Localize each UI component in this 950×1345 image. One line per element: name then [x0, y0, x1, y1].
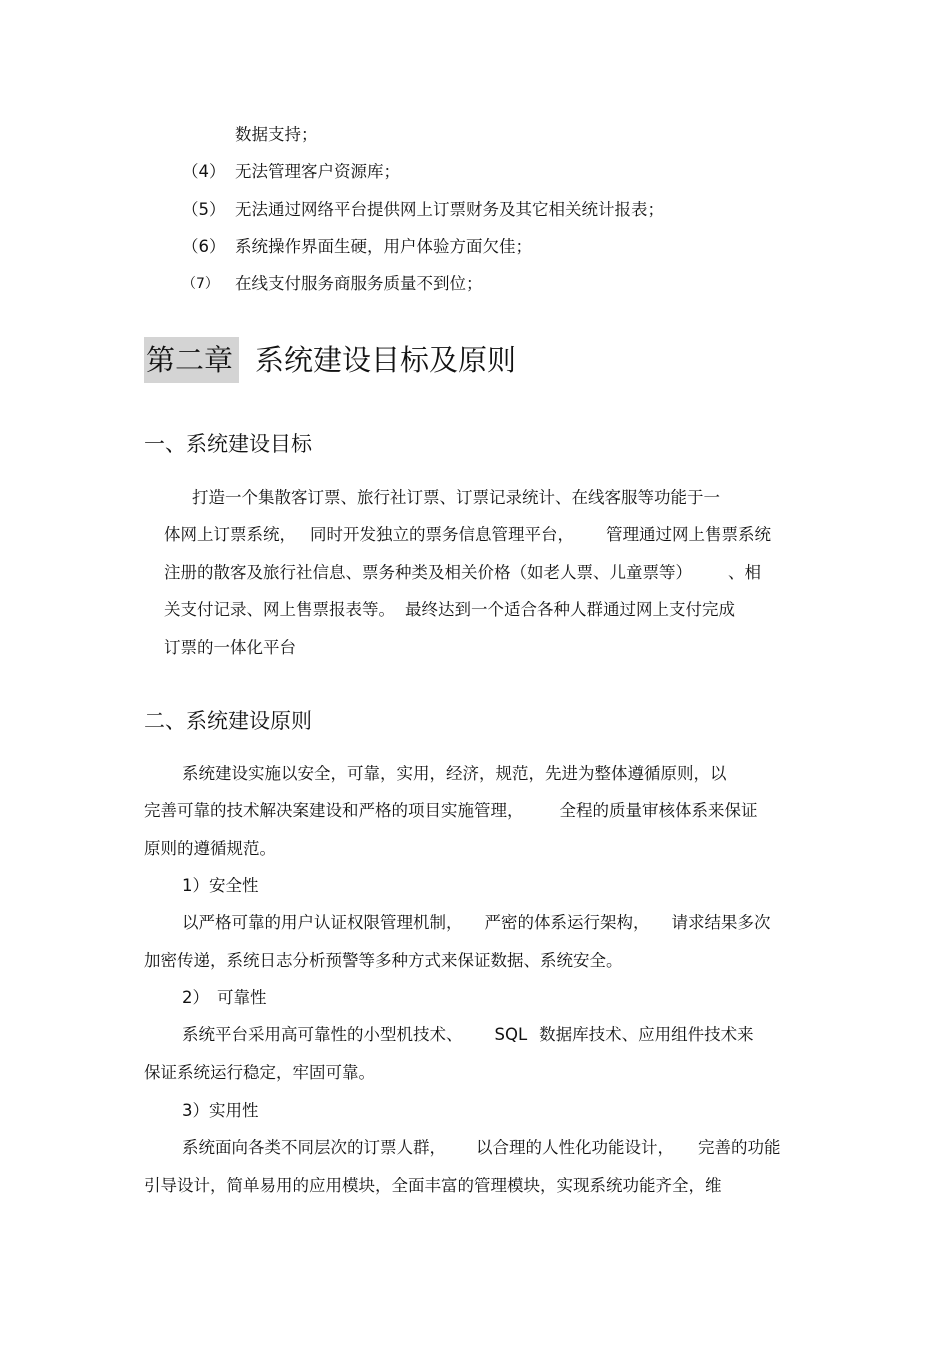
paragraph-line — [164, 524, 771, 546]
text-segment: 管理通过网上售票系统 — [606, 525, 771, 544]
item-label: 1）安全性 — [182, 876, 259, 895]
paragraph-line: 加密传递，系统日志分析预警等多种方式来保证数据、系统安全。 — [144, 951, 623, 970]
chapter-title: 系统建设目标及原则 — [255, 343, 517, 377]
list-continuation: 数据支持； — [235, 125, 318, 144]
item-label-number: 2） — [182, 988, 209, 1007]
list-item-text: 系统操作界面生硬，用户体验方面欠佳； — [235, 237, 532, 256]
paragraph-line: 打造一个集散客订票、旅行社订票、订票记录统计、在线客服等功能于一 — [192, 488, 720, 507]
text-segment: 完善的功能 — [698, 1138, 781, 1157]
item-label: 3）实用性 — [182, 1101, 259, 1120]
list-item-number: （7） — [182, 276, 219, 292]
paragraph-line: 引导设计，简单易用的应用模块，全面丰富的管理模块，实现系统功能齐全，维 — [144, 1176, 722, 1195]
section-heading: 二、系统建设原则 — [144, 709, 312, 733]
text-segment: SQL — [494, 1025, 528, 1044]
text-segment: 关支付记录、网上售票报表等。 — [164, 600, 395, 619]
paragraph-line — [144, 800, 758, 822]
text-segment: 、相 — [728, 563, 761, 582]
paragraph-line — [182, 1137, 781, 1159]
item-label-text: 可靠性 — [217, 988, 267, 1007]
chapter-number: 第二章 — [144, 337, 239, 383]
text-segment: 同时开发独立的票务信息管理平台， — [310, 525, 574, 544]
paragraph-line — [164, 562, 761, 584]
text-segment: 以合理的人性化功能设计， — [476, 1138, 674, 1157]
paragraph-line — [182, 912, 771, 934]
text-segment: 全程的质量审核体系来保证 — [559, 801, 758, 820]
text-segment: 系统面向各类不同层次的订票人群， — [182, 1138, 446, 1157]
text-segment: 系统平台采用高可靠性的小型机技术、 — [182, 1025, 463, 1044]
paragraph-line — [164, 599, 735, 621]
list-item-number: （4） — [182, 162, 226, 181]
paragraph-line: 系统建设实施以安全，可靠，实用，经济，规范，先进为整体遵循原则，以 — [182, 764, 727, 783]
list-item-text: 无法管理客户资源库； — [235, 162, 400, 181]
text-segment: 请求结果多次 — [671, 913, 771, 932]
paragraph-line: 原则的遵循规范。 — [144, 839, 276, 858]
section-heading: 一、系统建设目标 — [144, 432, 312, 456]
text-segment: 完善可靠的技术解决案建设和严格的项目实施管理， — [144, 801, 524, 820]
text-segment: 最终达到一个适合各种人群通过网上支付完成 — [405, 600, 735, 619]
paragraph-line: 订票的一体化平台 — [164, 638, 296, 657]
text-segment: 严密的体系运行架构， — [484, 913, 650, 932]
text-segment: 以严格可靠的用户认证权限管理机制， — [182, 913, 463, 932]
list-item-number: （5） — [182, 200, 226, 219]
text-segment: 数据库技术、应用组件技术来 — [539, 1025, 754, 1044]
chapter-heading — [144, 337, 516, 383]
paragraph-line — [182, 1024, 754, 1046]
list-item-text: 无法通过网络平台提供网上订票财务及其它相关统计报表； — [235, 200, 664, 219]
text-segment: 体网上订票系统， — [164, 525, 296, 544]
paragraph-line: 保证系统运行稳定，牢固可靠。 — [144, 1063, 375, 1082]
list-item-number: （6） — [182, 237, 226, 256]
list-item-text: 在线支付服务商服务质量不到位； — [235, 274, 483, 293]
item-label — [182, 987, 267, 1009]
text-segment: 注册的散客及旅行社信息、票务种类及相关价格（如老人票、儿童票等） — [164, 563, 692, 582]
